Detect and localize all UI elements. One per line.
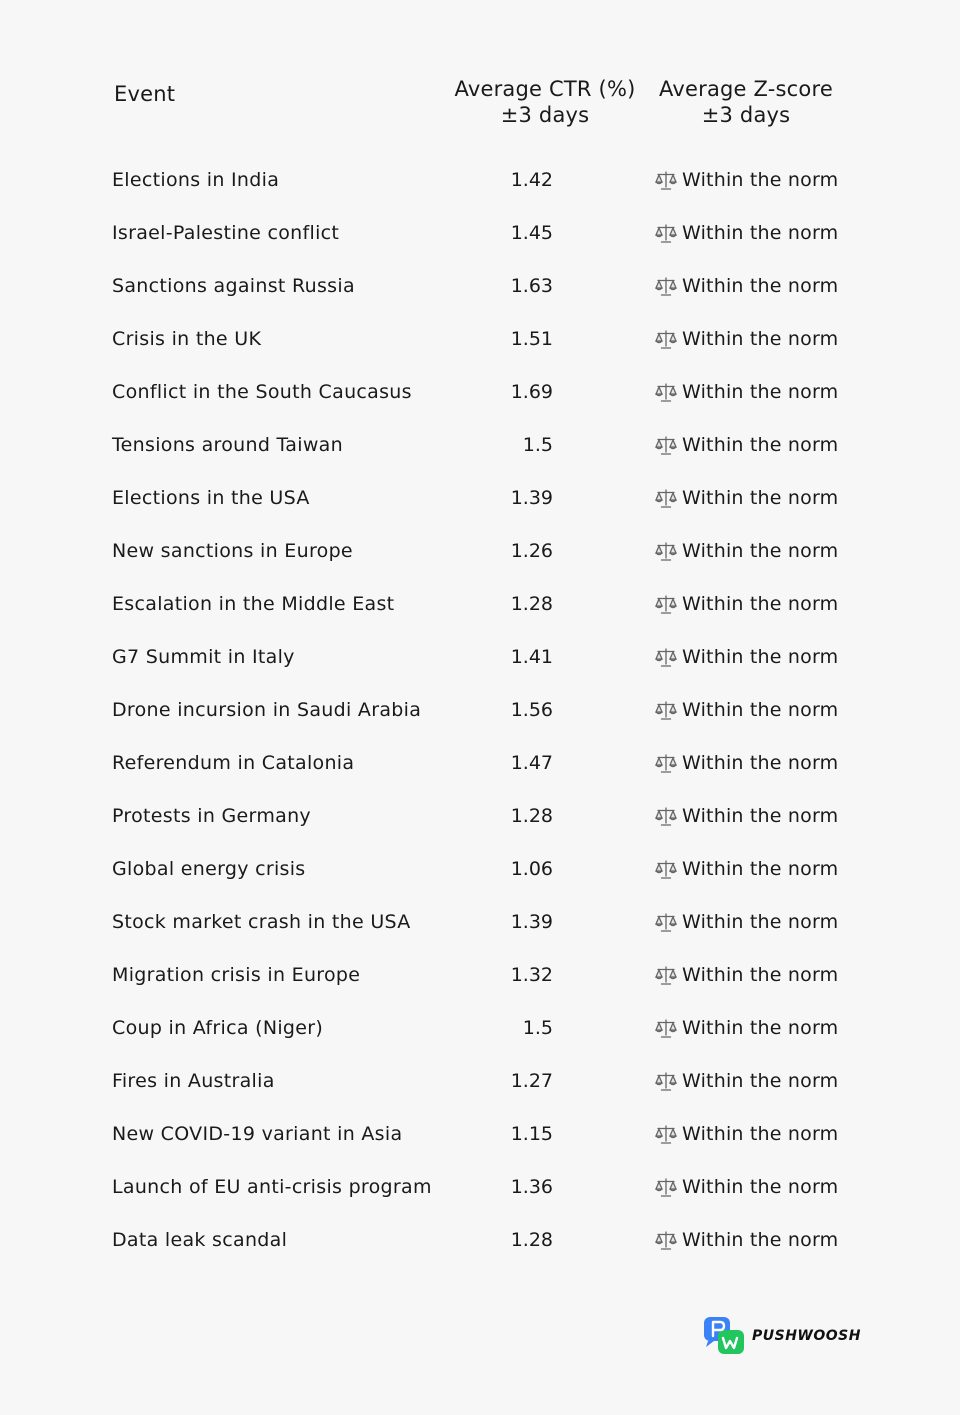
zscore-cell	[655, 805, 838, 827]
balance-scale-icon	[655, 965, 677, 985]
pushwoosh-logo	[702, 1316, 861, 1356]
ctr-cell: 1.06	[510, 858, 553, 880]
event-cell: Launch of EU anti-crisis program	[112, 1176, 432, 1198]
zscore-cell	[655, 222, 838, 244]
table-row	[112, 580, 852, 633]
table-row	[112, 1216, 852, 1269]
zscore-cell	[655, 487, 838, 509]
column-header-ctr-line1: Average CTR (%)	[454, 77, 636, 101]
event-cell: New COVID-19 variant in Asia	[112, 1123, 403, 1145]
zscore-label: Within the norm	[682, 752, 839, 774]
balance-scale-icon	[655, 700, 677, 720]
column-header-event: Event	[114, 82, 176, 106]
balance-scale-icon	[655, 382, 677, 402]
ctr-cell: 1.27	[510, 1070, 553, 1092]
table-row	[112, 156, 852, 209]
balance-scale-icon	[655, 435, 677, 455]
table-row	[112, 1004, 852, 1057]
zscore-label: Within the norm	[682, 593, 839, 615]
zscore-cell	[655, 1070, 838, 1092]
zscore-label: Within the norm	[682, 858, 839, 880]
table-row	[112, 951, 852, 1004]
balance-scale-icon	[655, 1071, 677, 1091]
balance-scale-icon	[655, 276, 677, 296]
ctr-cell: 1.26	[510, 540, 553, 562]
ctr-cell: 1.56	[510, 699, 553, 721]
event-cell: Protests in Germany	[112, 805, 311, 827]
balance-scale-icon	[655, 1018, 677, 1038]
balance-scale-icon	[655, 1124, 677, 1144]
ctr-cell: 1.41	[510, 646, 553, 668]
ctr-cell: 1.69	[510, 381, 553, 403]
zscore-label: Within the norm	[682, 275, 839, 297]
zscore-label: Within the norm	[682, 1070, 839, 1092]
balance-scale-icon	[655, 488, 677, 508]
zscore-label: Within the norm	[682, 1176, 839, 1198]
balance-scale-icon	[655, 1230, 677, 1250]
column-header-ctr-line2: ±3 days	[500, 103, 590, 127]
zscore-label: Within the norm	[682, 1123, 839, 1145]
zscore-cell	[655, 434, 838, 456]
zscore-cell	[655, 699, 838, 721]
balance-scale-icon	[655, 594, 677, 614]
event-cell: G7 Summit in Italy	[112, 646, 295, 668]
zscore-cell	[655, 752, 838, 774]
zscore-label: Within the norm	[682, 487, 839, 509]
table-row	[112, 686, 852, 739]
zscore-label: Within the norm	[682, 1017, 839, 1039]
ctr-cell: 1.5	[522, 1017, 553, 1039]
table-body	[112, 156, 852, 1269]
balance-scale-icon	[655, 753, 677, 773]
balance-scale-icon	[655, 912, 677, 932]
zscore-cell	[655, 328, 838, 350]
zscore-label: Within the norm	[682, 646, 839, 668]
table-row	[112, 792, 852, 845]
column-header-ctr	[442, 76, 648, 128]
table-row	[112, 1163, 852, 1216]
event-cell: Migration crisis in Europe	[112, 964, 361, 986]
event-cell: Elections in India	[112, 169, 280, 191]
balance-scale-icon	[655, 1177, 677, 1197]
event-cell: Crisis in the UK	[112, 328, 262, 350]
brand-name: PUSHWOOSH	[752, 1328, 861, 1344]
zscore-cell	[655, 964, 838, 986]
event-cell: Israel-Palestine conflict	[112, 222, 340, 244]
balance-scale-icon	[655, 329, 677, 349]
table-row	[112, 315, 852, 368]
zscore-cell	[655, 1229, 838, 1251]
column-header-zscore-line2: ±3 days	[701, 103, 791, 127]
zscore-cell	[655, 1017, 838, 1039]
zscore-cell	[655, 858, 838, 880]
balance-scale-icon	[655, 223, 677, 243]
zscore-label: Within the norm	[682, 540, 839, 562]
balance-scale-icon	[655, 170, 677, 190]
event-cell: Global energy crisis	[112, 858, 306, 880]
table-row	[112, 898, 852, 951]
ctr-cell: 1.15	[510, 1123, 553, 1145]
zscore-cell	[655, 381, 838, 403]
table-row	[112, 527, 852, 580]
table-row	[112, 262, 852, 315]
ctr-cell: 1.51	[510, 328, 553, 350]
ctr-cell: 1.39	[510, 911, 553, 933]
event-cell: Elections in the USA	[112, 487, 310, 509]
table-row	[112, 368, 852, 421]
table-row	[112, 1057, 852, 1110]
table-row	[112, 845, 852, 898]
zscore-label: Within the norm	[682, 805, 839, 827]
zscore-label: Within the norm	[682, 328, 839, 350]
ctr-cell: 1.39	[510, 487, 553, 509]
event-cell: Stock market crash in the USA	[112, 911, 411, 933]
column-header-zscore-line1: Average Z-score	[659, 77, 833, 101]
zscore-cell	[655, 911, 838, 933]
balance-scale-icon	[655, 647, 677, 667]
balance-scale-icon	[655, 806, 677, 826]
zscore-label: Within the norm	[682, 434, 839, 456]
zscore-label: Within the norm	[682, 381, 839, 403]
zscore-label: Within the norm	[682, 169, 839, 191]
ctr-cell: 1.45	[510, 222, 553, 244]
zscore-cell	[655, 1176, 838, 1198]
table-row	[112, 633, 852, 686]
event-cell: Coup in Africa (Niger)	[112, 1017, 324, 1039]
table-row	[112, 421, 852, 474]
event-cell: Tensions around Taiwan	[112, 434, 343, 456]
event-cell: Conflict in the South Caucasus	[112, 381, 412, 403]
ctr-cell: 1.5	[522, 434, 553, 456]
event-cell: New sanctions in Europe	[112, 540, 353, 562]
event-cell: Drone incursion in Saudi Arabia	[112, 699, 422, 721]
ctr-cell: 1.32	[510, 964, 553, 986]
ctr-cell: 1.42	[510, 169, 553, 191]
zscore-cell	[655, 275, 838, 297]
zscore-label: Within the norm	[682, 911, 839, 933]
data-table	[112, 60, 852, 1251]
balance-scale-icon	[655, 541, 677, 561]
ctr-cell: 1.28	[510, 593, 553, 615]
zscore-label: Within the norm	[682, 1229, 839, 1251]
ctr-cell: 1.28	[510, 1229, 553, 1251]
zscore-label: Within the norm	[682, 964, 839, 986]
table-row	[112, 209, 852, 262]
zscore-cell	[655, 593, 838, 615]
ctr-cell: 1.28	[510, 805, 553, 827]
column-header-zscore	[650, 76, 842, 128]
event-cell: Fires in Australia	[112, 1070, 275, 1092]
zscore-cell	[655, 1123, 838, 1145]
ctr-cell: 1.47	[510, 752, 553, 774]
zscore-label: Within the norm	[682, 699, 839, 721]
table-row	[112, 474, 852, 527]
event-cell: Referendum in Catalonia	[112, 752, 355, 774]
ctr-cell: 1.63	[510, 275, 553, 297]
ctr-cell: 1.36	[510, 1176, 553, 1198]
zscore-cell	[655, 646, 838, 668]
zscore-cell	[655, 540, 838, 562]
event-cell: Data leak scandal	[112, 1229, 288, 1251]
zscore-label: Within the norm	[682, 222, 839, 244]
table-header	[112, 60, 852, 160]
pushwoosh-logo-icon	[702, 1316, 746, 1356]
balance-scale-icon	[655, 859, 677, 879]
table-row	[112, 739, 852, 792]
event-cell: Escalation in the Middle East	[112, 593, 395, 615]
table-row	[112, 1110, 852, 1163]
zscore-cell	[655, 169, 838, 191]
event-cell: Sanctions against Russia	[112, 275, 355, 297]
